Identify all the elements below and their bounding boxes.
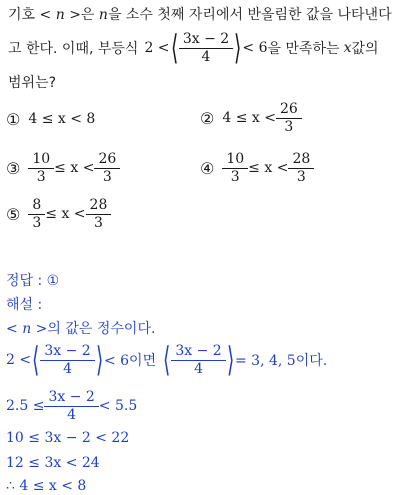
inequality-left: 2 <	[6, 352, 32, 368]
fraction-numerator: 3x − 2	[175, 342, 222, 359]
choice-1[interactable]	[6, 108, 95, 130]
fraction	[30, 152, 52, 184]
fraction	[30, 198, 43, 230]
solution-text: 의 값은 정수이다.	[47, 321, 156, 337]
solution-line-2	[6, 340, 327, 380]
angle-bracket-right: ⟩	[234, 28, 242, 68]
choice-mark: ③	[6, 158, 21, 178]
variable-n: n	[55, 7, 65, 23]
problem-line-3: 범위는?	[8, 75, 57, 91]
choice-5[interactable]	[6, 194, 111, 234]
bracket-open: <	[6, 321, 18, 337]
variable-n: n	[22, 321, 32, 337]
problem-line-1	[8, 4, 392, 24]
choice-expression: 4 ≤ x < 8	[28, 111, 96, 127]
problem-text: 을 만족하는	[267, 41, 340, 57]
problem-text: 기호	[8, 7, 36, 23]
fraction-numerator: 3x − 2	[44, 342, 91, 359]
fraction-denominator: 4	[179, 48, 233, 65]
choice-mark: ②	[200, 108, 215, 128]
fraction-denominator: 3	[28, 168, 54, 185]
choice-2[interactable]	[200, 98, 302, 138]
choice-4[interactable]	[200, 148, 314, 188]
angle-bracket-left: ⟨	[163, 340, 171, 380]
fraction	[173, 344, 223, 376]
bracket-close: >	[69, 7, 81, 23]
inequality-right: < 5.5	[98, 398, 138, 414]
fraction	[224, 152, 246, 184]
fraction-denominator: 3	[222, 168, 248, 185]
choice-mark: ⑤	[6, 204, 21, 224]
fraction-numerator: 10	[226, 150, 245, 167]
variable-x: x	[343, 40, 352, 56]
fraction	[46, 390, 96, 422]
solution-line-1	[6, 318, 155, 338]
fraction-denominator: 3	[288, 168, 314, 185]
fraction-numerator: 3x − 2	[182, 30, 230, 47]
fraction-denominator: 3	[94, 168, 120, 185]
fraction-numerator: 3x − 2	[48, 388, 95, 405]
problem-text: 고 한다. 이때, 부등식	[8, 41, 139, 57]
fraction-numerator: 26	[279, 100, 298, 117]
fraction-denominator: 4	[40, 360, 94, 377]
fraction-numerator: 8	[32, 196, 42, 213]
problem-line-2	[8, 28, 379, 68]
fraction-numerator: 26	[98, 150, 117, 167]
problem-text: 값의	[351, 41, 379, 57]
answer-label: 정답 : ①	[6, 273, 60, 289]
fraction-denominator: 3	[28, 214, 45, 231]
fraction	[88, 198, 110, 230]
solution-line-4: 10 ≤ 3x − 2 < 22	[6, 430, 130, 446]
inequality-left: 2 <	[144, 40, 170, 56]
fraction	[278, 102, 300, 134]
bracket-open: <	[39, 7, 52, 23]
solution-line-3	[6, 386, 137, 426]
variable-n: n	[98, 7, 108, 23]
angle-bracket-left: ⟨	[32, 340, 40, 380]
solution-line-5: 12 ≤ 3x < 24	[6, 455, 100, 471]
choice-expression: ≤ x <	[54, 160, 95, 176]
bracket-close: >	[35, 321, 48, 337]
fraction	[42, 344, 92, 376]
fraction-denominator: 3	[86, 214, 112, 231]
inequality-left: 2.5 ≤	[6, 398, 45, 414]
choice-mark: ④	[200, 158, 215, 178]
fraction-numerator: 10	[32, 150, 51, 167]
problem-text: 은	[80, 7, 95, 23]
fraction-denominator: 4	[44, 406, 98, 423]
problem-text: 을 소수 첫째 자리에서 반올림한 값을 나타낸다	[107, 7, 392, 23]
angle-bracket-left: ⟨	[170, 28, 178, 68]
angle-bracket-right: ⟩	[226, 340, 234, 380]
fraction	[96, 152, 118, 184]
angle-bracket-right: ⟩	[95, 340, 103, 380]
fraction-denominator: 3	[276, 118, 302, 135]
fraction	[290, 152, 312, 184]
explanation-heading: 해설 :	[6, 297, 43, 313]
choice-expression: ≤ x <	[45, 206, 86, 222]
choice-3[interactable]	[6, 148, 120, 188]
fraction	[181, 32, 231, 64]
fraction-denominator: 4	[171, 360, 225, 377]
inequality-right: < 6	[242, 40, 268, 56]
choice-expression: 4 ≤ x <	[222, 110, 276, 126]
solution-text: = 3, 4, 5이다.	[234, 353, 328, 369]
choice-expression: ≤ x <	[248, 160, 289, 176]
fraction-numerator: 28	[89, 196, 108, 213]
solution-line-6: ∴ 4 ≤ x < 8	[6, 478, 87, 494]
fraction-numerator: 28	[292, 150, 311, 167]
choice-mark: ①	[6, 109, 21, 129]
solution-text: < 6이면	[103, 353, 157, 369]
